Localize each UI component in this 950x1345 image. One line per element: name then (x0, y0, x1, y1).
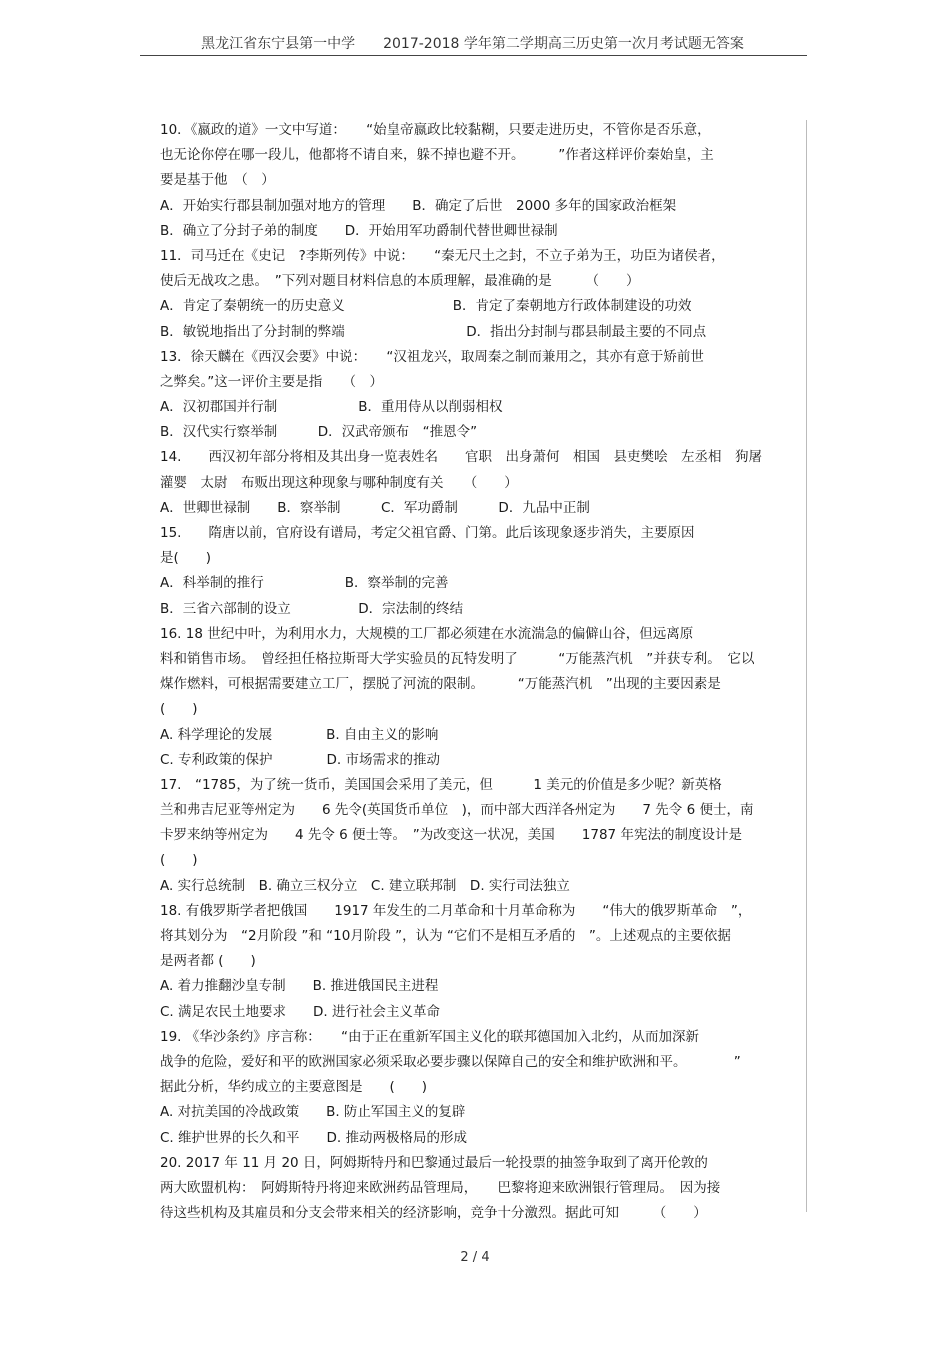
question-line: 20. 2017 年 11 月 20 日，阿姆斯特丹和巴黎通过最后一轮投票的抽签争取到了离开伦敦的 (160, 1154, 708, 1171)
question-line: 兰和弗吉尼亚等州定为 6 先令(英国货币单位 )，而中部大西洋各州定为 7 先令 6 便士，南 (160, 802, 754, 819)
question-line: 14. 西汉初年部分将相及其出身一览表姓名 官职 出身萧何 相国 县吏樊哙 左丞相 狗屠 (160, 449, 762, 466)
question-line: 11．司马迁在《史记 ?李斯列传》中说： “秦无尺土之封，不立子弟为王，功臣为诸侯者， (160, 247, 725, 264)
question-17 (160, 773, 810, 899)
question-line: 18. 有俄罗斯学者把俄国 1917 年发生的二月革命和十月革命称为 “伟大的俄罗斯革命 ”， (160, 902, 752, 919)
option-line: A. 着力推翻沙皇专制 B. 推进俄国民主进程 (160, 978, 439, 995)
question-line: 待这些机构及其雇员和分支会带来相关的经济影响，竞争十分激烈。据此可知 （ ） (160, 1205, 707, 1222)
question-11 (160, 244, 810, 345)
question-16 (160, 622, 810, 773)
option-line: A．开始实行郡县制加强对地方的管理 B．确定了后世 2000 多年的国家政治框架 (160, 197, 677, 214)
option-line: A. 科学理论的发展 B. 自由主义的影响 (160, 726, 439, 743)
question-line: ( ) (160, 852, 198, 869)
option-line: B．汉代实行察举制 D．汉武帝颁布 “推恩令” (160, 424, 478, 441)
option-line: A．肯定了秦朝统一的历史意义 B．肯定了秦朝地方行政体制建设的功效 (160, 298, 692, 315)
question-line: 是两者都 ( ) (160, 953, 256, 970)
option-line: A．科举制的推行 B．察举制的完善 (160, 575, 449, 592)
question-line: 战争的危险，爱好和平的欧洲国家必须采取必要步骤以保障自己的安全和维护欧洲和平。 ” (160, 1053, 741, 1070)
question-19 (160, 1025, 810, 1151)
question-line: 13．徐天麟在《西汉会要》中说： “汉祖龙兴，取周秦之制而兼用之，其亦有意于矫前世 (160, 348, 704, 365)
question-line: ( ) (160, 701, 198, 718)
option-line: A．世卿世禄制 B．察举制 C．军功爵制 D．九品中正制 (160, 499, 590, 516)
question-line: 是( ) (160, 550, 212, 567)
option-line: B．三省六部制的设立 D．宗法制的终结 (160, 600, 464, 617)
question-13 (160, 345, 810, 446)
question-line: 15. 隋唐以前，官府设有谱局，考定父祖官爵、门第。此后该现象逐步消失，主要原因 (160, 525, 695, 541)
question-line: 19. 《华沙条约》序言称： “由于正在重新军国主义化的联邦德国加入北约，从而加深新 (160, 1028, 700, 1045)
option-line: B．敏锐地指出了分封制的弊端 D．指出分封制与郡县制最主要的不同点 (160, 323, 707, 340)
question-line: 两大欧盟机构： 阿姆斯特丹将迎来欧洲药品管理局， 巴黎将迎来欧洲银行管理局。 因为接 (160, 1179, 721, 1196)
option-line: C. 专利政策的保护 D. 市场需求的推动 (160, 751, 440, 768)
question-15 (160, 521, 810, 622)
option-line: B．确立了分封子弟的制度 D．开始用军功爵制代替世卿世禄制 (160, 222, 558, 239)
question-line: 之弊矣。”这一评价主要是指 （ ） (160, 373, 383, 390)
question-line: 煤作燃料，可根据需要建立工厂，摆脱了河流的限制。 “万能蒸汽机 ”出现的主要因素是 (160, 676, 721, 693)
question-line: 也无论你停在哪一段儿，他都将不请自来，躲不掉也避不开。 ”作者这样评价秦始皇，主 (160, 147, 714, 164)
question-list (160, 118, 810, 1226)
question-line: 16. 18 世纪中叶，为利用水力，大规模的工厂都必须建在水流湍急的偏僻山谷，但远离原 (160, 625, 694, 642)
question-line: 料和销售市场。 曾经担任格拉斯哥大学实验员的瓦特发明了 “万能蒸汽机 ”并获专利。 它以 (160, 650, 755, 667)
option-line: A. 实行总统制 B. 确立三权分立 C. 建立联邦制 D. 实行司法独立 (160, 877, 570, 894)
question-18 (160, 899, 810, 1025)
question-20 (160, 1151, 810, 1227)
page-header: 黑龙江省东宁县第一中学 2017-2018 学年第二学期高三历史第一次月考试题无答案 (201, 36, 744, 52)
header-divider (140, 55, 807, 56)
question-line: 10．《嬴政的道》一文中写道： “始皇帝嬴政比较黏糊，只要走进历史，不管你是否乐意， (160, 122, 711, 138)
question-line: 卡罗来纳等州定为 4 先令 6 便士等。 ”为改变这一状况，美国 1787 年宪法的制度设计是 (160, 827, 742, 844)
question-line: 17. “1785，为了统一货币，美国国会采用了美元，但 1 美元的价值是多少呢？新英格 (160, 776, 722, 793)
question-line: 使后无战攻之患。 ”下列对题目材料信息的本质理解，最准确的是 （ ） (160, 273, 640, 290)
question-line: 将其划分为 “2月阶段 ”和 “10月阶段 ”，认为 “它们不是相互矛盾的 ”。上述观点的主要依据 (160, 928, 731, 944)
option-line: C. 维护世界的长久和平 D. 推动两极格局的形成 (160, 1129, 467, 1146)
page-number: 2 / 4 (460, 1250, 490, 1265)
question-line: 灌婴 太尉 布贩出现这种现象与哪种制度有关 （ ） (160, 474, 518, 491)
question-10 (160, 118, 810, 244)
question-line: 据此分析，华约成立的主要意图是 ( ) (160, 1079, 428, 1096)
option-line: A．汉初郡国并行制 B．重用侍从以削弱相权 (160, 399, 503, 416)
question-14 (160, 445, 810, 521)
question-line: 要是基于他 （ ） (160, 172, 275, 189)
option-line: A. 对抗美国的冷战政策 B. 防止军国主义的复辟 (160, 1104, 466, 1121)
option-line: C. 满足农民土地要求 D. 进行社会主义革命 (160, 1003, 440, 1020)
